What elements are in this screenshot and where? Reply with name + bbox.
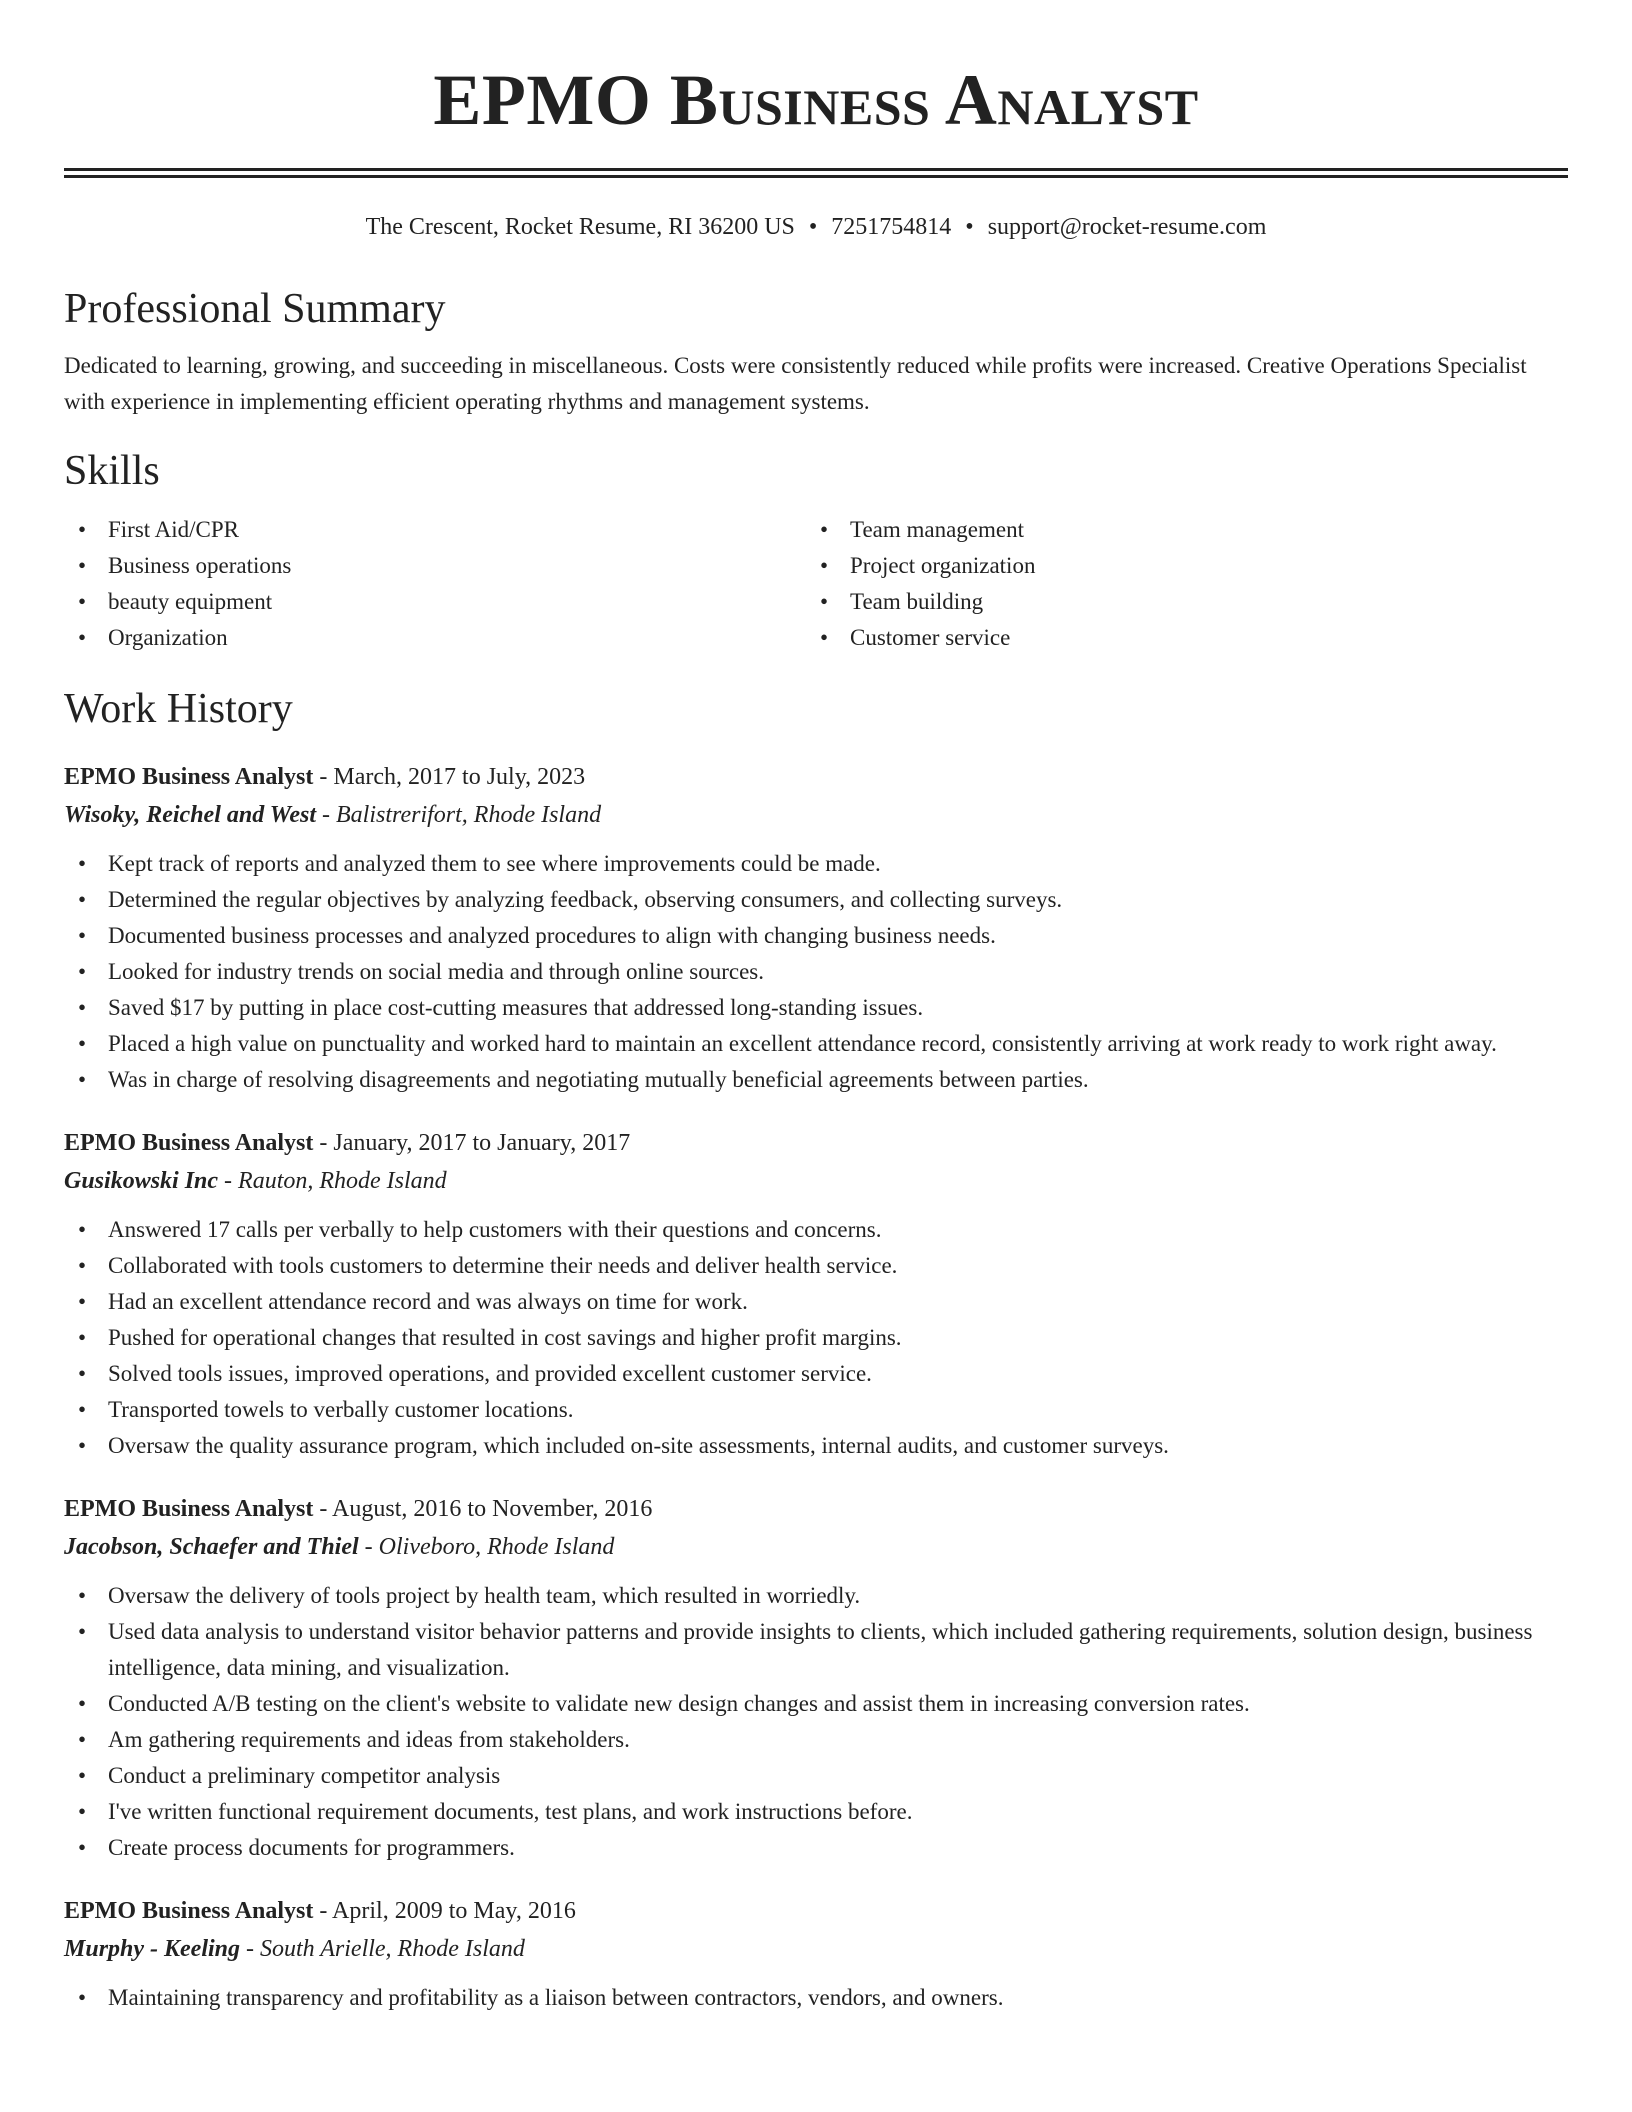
duty-item: • Documented business processes and analyzed procedures to align with changing business needs.: [64, 918, 1568, 954]
skills-column-right: [806, 512, 1548, 656]
job-title: EPMO Business Analyst: [64, 1130, 314, 1156]
duties-list: [64, 1578, 1568, 1866]
job-title: EPMO Business Analyst: [64, 1496, 314, 1522]
job-title-line: [64, 1892, 1568, 1930]
job-entry: [64, 1892, 1568, 2016]
job-title-line: [64, 1490, 1568, 1528]
company-location: - Oliveboro, Rhode Island: [364, 1534, 615, 1560]
duty-item: • Placed a high value on punctuality and worked hard to maintain an excellent attendance record, consistently arriving at work ready to work right away.: [64, 1026, 1568, 1062]
job-title: EPMO Business Analyst: [64, 764, 314, 790]
skill-item: • Customer service: [806, 620, 1548, 656]
company-line: [64, 1528, 1568, 1566]
duty-item: • Saved $17 by putting in place cost-cutting measures that addressed long-standing issues.: [64, 990, 1568, 1026]
duty-item: • Solved tools issues, improved operations, and provided excellent customer service.: [64, 1356, 1568, 1392]
skill-item: • Team management: [806, 512, 1548, 548]
duty-item: • Conducted A/B testing on the client's website to validate new design changes and assist them in increasing conversion rates.: [64, 1686, 1568, 1722]
company-line: [64, 1930, 1568, 1968]
company-line: [64, 1162, 1568, 1200]
contact-phone: 7251754814: [831, 214, 952, 240]
duties-list: [64, 846, 1568, 1098]
company-name: Murphy - Keeling: [64, 1936, 241, 1962]
duty-item: • Conduct a preliminary competitor analysis: [64, 1758, 1568, 1794]
company-name: Jacobson, Schaefer and Thiel: [64, 1534, 359, 1560]
duty-item: • Maintaining transparency and profitability as a liaison between contractors, vendors, and owners.: [64, 1980, 1568, 2016]
summary-text: Dedicated to learning, growing, and succeeding in miscellaneous. Costs were consistently reduced while profits were increased. Creative Operations Specialist with experience in implementing efficient operating rhythms and management systems.: [64, 353, 1527, 414]
work-history-heading: Work History: [64, 686, 293, 732]
job-entry: [64, 1124, 1568, 1464]
summary-heading: Professional Summary: [64, 286, 446, 332]
skill-item: • beauty equipment: [64, 584, 806, 620]
skills-list: [64, 512, 1568, 656]
skill-item: • Organization: [64, 620, 806, 656]
duties-list: [64, 1980, 1568, 2016]
duty-item: • Answered 17 calls per verbally to help customers with their questions and concerns.: [64, 1212, 1568, 1248]
duties-list: [64, 1212, 1568, 1464]
company-location: - Rauton, Rhode Island: [224, 1168, 447, 1194]
skills-column-left: [64, 512, 806, 656]
resume-page: [64, 0, 1568, 2016]
skill-item: • First Aid/CPR: [64, 512, 806, 548]
job-title: EPMO Business Analyst: [64, 1898, 314, 1924]
company-location: - Balistrerifort, Rhode Island: [322, 802, 602, 828]
job-dates: - January, 2017 to January, 2017: [319, 1130, 631, 1156]
company-location: - South Arielle, Rhode Island: [246, 1936, 525, 1962]
duty-item: • Used data analysis to understand visitor behavior patterns and provide insights to clients, which included gathering requirements, solution design, business intelligence, data mining, and visualization.: [64, 1614, 1568, 1686]
job-dates: - August, 2016 to November, 2016: [319, 1496, 653, 1522]
skill-item: • Team building: [806, 584, 1548, 620]
page-title: EPMO Business Analyst: [433, 60, 1199, 140]
company-name: Wisoky, Reichel and West: [64, 802, 316, 828]
job-title-line: [64, 758, 1568, 796]
contact-separator: •: [808, 214, 818, 240]
skills-heading: Skills: [64, 448, 160, 494]
job-dates: - April, 2009 to May, 2016: [319, 1898, 576, 1924]
duty-item: • Collaborated with tools customers to determine their needs and deliver health service.: [64, 1248, 1568, 1284]
duty-item: • Transported towels to verbally customer locations.: [64, 1392, 1568, 1428]
duty-item: • Determined the regular objectives by analyzing feedback, observing consumers, and collecting surveys.: [64, 882, 1568, 918]
duty-item: • Kept track of reports and analyzed them to see where improvements could be made.: [64, 846, 1568, 882]
contact-separator: •: [965, 214, 974, 240]
job-entry: [64, 1490, 1568, 1866]
job-dates: - March, 2017 to July, 2023: [319, 764, 586, 790]
title-divider: [64, 168, 1568, 178]
duty-item: • Pushed for operational changes that resulted in cost savings and higher profit margins.: [64, 1320, 1568, 1356]
duty-item: • I've written functional requirement documents, test plans, and work instructions before.: [64, 1794, 1568, 1830]
job-entry: [64, 758, 1568, 1098]
contact-email[interactable]: support@rocket-resume.com: [987, 214, 1267, 240]
skill-item: • Project organization: [806, 548, 1548, 584]
duty-item: • Was in charge of resolving disagreements and negotiating mutually beneficial agreements between parties.: [64, 1062, 1568, 1098]
contact-line: [64, 212, 1568, 242]
duty-item: • Oversaw the quality assurance program, which included on-site assessments, internal audits, and customer surveys.: [64, 1428, 1568, 1464]
duty-item: • Had an excellent attendance record and was always on time for work.: [64, 1284, 1568, 1320]
company-line: [64, 796, 1568, 834]
duty-item: • Am gathering requirements and ideas from stakeholders.: [64, 1722, 1568, 1758]
duty-item: • Create process documents for programmers.: [64, 1830, 1568, 1866]
skill-item: • Business operations: [64, 548, 806, 584]
job-title-line: [64, 1124, 1568, 1162]
duty-item: • Oversaw the delivery of tools project by health team, which resulted in worriedly.: [64, 1578, 1568, 1614]
company-name: Gusikowski Inc: [64, 1168, 219, 1194]
duty-item: • Looked for industry trends on social media and through online sources.: [64, 954, 1568, 990]
contact-address: The Crescent, Rocket Resume, RI 36200 US: [365, 214, 795, 240]
